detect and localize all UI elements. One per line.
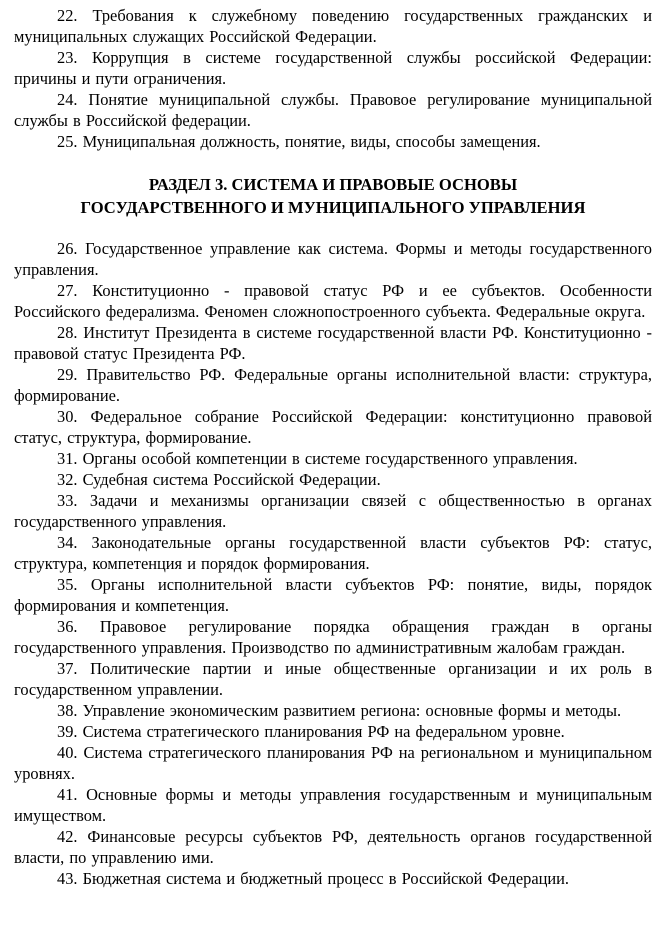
list-item: 27. Конституционно - правовой статус РФ и ее субъектов. Особенности Российского федерализма. Феномен сложнопостроенного субъекта. Федеральные округа.	[14, 281, 652, 321]
list-item: 28. Институт Президента в системе государственной власти РФ. Конституционно - правовой статус Президента РФ.	[14, 323, 652, 363]
list-item: 36. Правовое регулирование порядка обращения граждан в органы государственного управления. Производство по административным жалобам граждан.	[14, 617, 652, 657]
section-heading-line1: РАЗДЕЛ 3. СИСТЕМА И ПРАВОВЫЕ ОСНОВЫ	[148, 175, 518, 194]
list-item: 23. Коррупция в системе государственной службы российской Федерации: причины и пути ограничения.	[14, 48, 652, 88]
list-item: 24. Понятие муниципальной службы. Правовое регулирование муниципальной службы в Российской федерации.	[14, 90, 652, 130]
list-item: 32. Судебная система Российской Федерации.	[57, 470, 381, 489]
list-item: 34. Законодательные органы государственной власти субъектов РФ: статус, структура, компетенция и порядок формирования.	[14, 533, 652, 573]
list-item: 25. Муниципальная должность, понятие, виды, способы замещения.	[57, 132, 541, 151]
list-item: 39. Система стратегического планирования РФ на федеральном уровне.	[57, 722, 565, 741]
list-item: 33. Задачи и механизмы организации связей с общественностью в органах государственного управления.	[14, 491, 652, 531]
list-item: 37. Политические партии и иные общественные организации и их роль в государственном управлении.	[14, 659, 652, 699]
list-item: 35. Органы исполнительной власти субъектов РФ: понятие, виды, порядок формирования и компетенция.	[14, 575, 652, 615]
list-item: 29. Правительство РФ. Федеральные органы исполнительной власти: структура, формирование.	[14, 365, 652, 405]
list-item: 40. Система стратегического планирования РФ на региональном и муниципальном уровнях.	[14, 743, 652, 783]
list-item: 43. Бюджетная система и бюджетный процесс в Российской Федерации.	[57, 869, 570, 888]
list-item: 26. Государственное управление как система. Формы и методы государственного управления.	[14, 239, 652, 279]
list-item: 42. Финансовые ресурсы субъектов РФ, деятельность органов государственной власти, по управлению ими.	[14, 827, 652, 867]
list-item: 30. Федеральное собрание Российской Федерации: конституционно правовой статус, структура, формирование.	[14, 407, 652, 447]
list-item: 22. Требования к служебному поведению государственных гражданских и муниципальных служащих Российской Федерации.	[14, 6, 652, 46]
list-item: 41. Основные формы и методы управления государственным и муниципальным имуществом.	[14, 785, 652, 825]
section-heading	[14, 173, 652, 219]
list-item: 31. Органы особой компетенции в системе государственного управления.	[57, 449, 578, 468]
section-heading-line2: ГОСУДАРСТВЕННОГО И МУНИЦИПАЛЬНОГО УПРАВЛЕНИЯ	[80, 198, 586, 217]
list-item: 38. Управление экономическим развитием региона: основные формы и методы.	[57, 701, 622, 720]
